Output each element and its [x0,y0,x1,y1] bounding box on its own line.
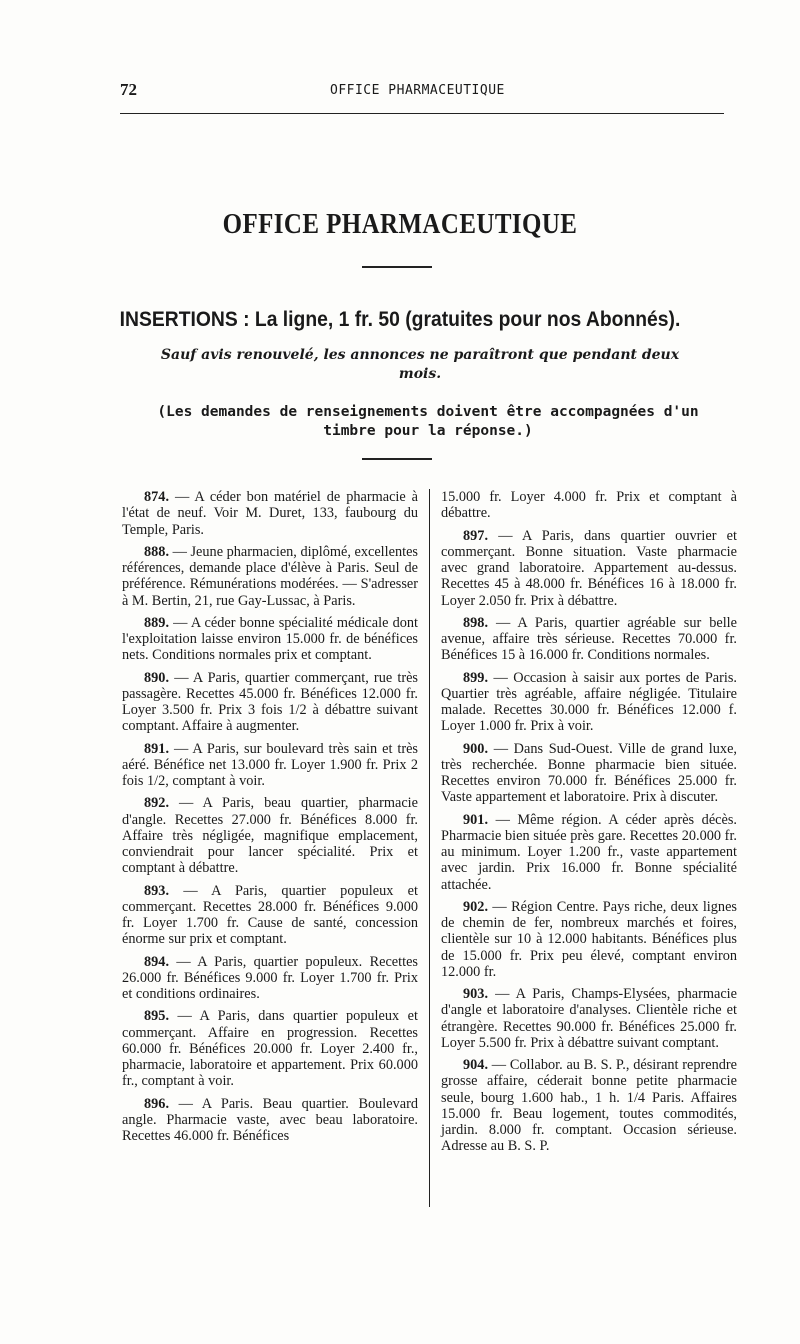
right-column [441,489,737,1161]
ad-text: — A Paris, dans quartier populeux et commerçant. Affaire en progression. Recettes 60.000 fr. Bénéfices 20.000 fr. Loyer 2.400 fr., pharmacie, laboratoire et appartement. Prix 60.000 fr., comptant à voir. [122,1008,418,1090]
ad-text: 15.000 fr. Loyer 4.000 fr. Prix et comptant à débattre. [441,489,737,522]
classified-ad [441,986,737,1051]
running-head [120,80,724,102]
ad-text: — A Paris, quartier populeux. Recettes 26.000 fr. Bénéfices 9.000 fr. Loyer 1.700 fr. Prix et conditions ordinaires. [122,953,418,1002]
classified-ad [122,670,418,735]
title-rule [362,266,432,268]
ad-number: 890. [144,669,170,686]
classified-ad [441,528,737,609]
ad-number: 897. [463,527,489,544]
ad-number: 888. [144,543,170,560]
column-divider [429,489,430,1207]
ad-text: — A Paris, beau quartier, pharmacie d'angle. Recettes 27.000 fr. Bénéfices 8.000 fr. Affaire très négligée, magnifique emplacement, conviendrait pour lancer spécialité. Prix et comptant à débattre. [122,795,418,877]
ad-text: — A Paris, quartier commerçant, rue très passagère. Recettes 45.000 fr. Bénéfices 12.000 fr. Loyer 3.500 fr. Prix 3 fois 1/2 à débattre suivant comptant. Affaire à augmenter. [122,669,418,735]
ad-text: — Collabor. au B. S. P., désirant reprendre grosse affaire, céderait bonne petite pharmacie seule, bourg 1.600 hab., 1 h. 1/4 Paris. Affaires 15.000 fr. Beau logement, toutes commodités, jardin. 8.000 fr. comptant. Occasion sérieuse. Adresse au B. S. P. [441,1057,737,1155]
ad-number: 899. [463,669,489,686]
section-rule [362,458,432,460]
notice-italic: Sauf avis renouvelé, les annonces ne paraîtront que pendant deux mois. [160,347,680,382]
classified-ad [122,795,418,876]
ad-text: — Occasion à saisir aux portes de Paris. Quartier très agréable, affaire négligée. Titulaire malade. Recettes 30.000 fr. Bénéfices 12.000 f. Loyer 1.000 fr. Prix à voir. [441,669,737,735]
classified-ad [441,489,737,522]
classified-ad [441,899,737,980]
classified-ad [122,954,418,1003]
insertions-rate: INSERTIONS : La ligne, 1 fr. 50 (gratuites pour nos Abonnés). [119,308,681,331]
ad-text: — A Paris, Champs-Elysées, pharmacie d'angle et laboratoire d'analyses. Clientèle riche et étrangère. Recettes 90.000 fr. Bénéfices 25.000 fr. Loyer 5.500 fr. Prix à débattre suivant comptant. [441,986,737,1051]
ad-text: — Dans Sud-Ouest. Ville de grand luxe, très recherchée. Bonne pharmacie bien située. Recettes environ 70.000 fr. Bénéfices 25.000 fr. Vaste appartement et laboratoire. Prix à discuter. [441,740,737,806]
classified-ad [122,1096,418,1145]
ad-number: 898. [463,614,489,631]
ad-number: 895. [144,1008,170,1025]
ad-number: 903. [463,986,489,1002]
page-title: OFFICE PHARMACEUTIQUE [222,208,578,240]
ad-text: — A Paris, dans quartier ouvrier et commerçant. Bonne situation. Vaste pharmacie avec grand laboratoire. Appartement au-dessus. Recettes 45 à 48.000 fr. Bénéfices 16 à 18.000 fr. Loyer 2.050 fr. Prix à débattre. [441,527,737,609]
classified-ad [441,1057,737,1155]
ad-number: 896. [144,1095,170,1112]
classified-ad [122,741,418,790]
ad-text: — A céder bonne spécialité médicale dont l'exploitation laisse environ 15.000 fr. de bénéfices nets. Conditions normales prix et comptant. [122,614,418,664]
page-number: 72 [120,80,137,99]
ad-number: 892. [144,795,170,812]
ad-text: — A Paris. Beau quartier. Boulevard angle. Pharmacie vaste, avec beau laboratoire. Recettes 46.000 fr. Bénéfices [122,1095,418,1144]
classified-ad [441,615,737,664]
left-column [122,489,418,1150]
classified-ad [122,489,418,538]
notice-bold: (Les demandes de renseignements doivent être accompagnées d'un timbre pour la réponse.) [157,404,699,439]
header-rule [120,113,724,114]
ad-number: 904. [463,1057,489,1073]
ad-number: 891. [144,740,170,757]
classified-ad [122,615,418,664]
ad-text: — A céder bon matériel de pharmacie à l'état de neuf. Voir M. Duret, 133, faubourg du Temple, Paris. [122,489,418,538]
ad-number: 900. [463,740,489,757]
classified-ad [122,544,418,609]
classified-ad [441,670,737,735]
classified-ad [441,741,737,806]
ad-number: 902. [463,898,489,915]
running-title: OFFICE PHARMACEUTIQUE [330,83,505,98]
ad-text: — Région Centre. Pays riche, deux lignes de chemin de fer, nombreux marchés et foires, clientèle sur 10 à 12.000 habitants. Bénéfices plus de 15.000 fr. Prix peu élevé, comptant environ 12.000 fr. [441,898,737,980]
ad-text: — A Paris, sur boulevard très sain et très aéré. Bénéfice net 13.000 fr. Loyer 1.900 fr. Prix 2 fois 1/2, comptant à voir. [122,740,418,789]
ad-text: — Même région. A céder après décès. Pharmacie bien située près gare. Recettes 20.000 fr. au minimum. Loyer 1.200 fr., vaste appartement avec jardin. Prix 16.000 fr. Bonne spécialité attachée. [441,811,737,893]
classified-ad [122,1008,418,1089]
ad-number: 874. [144,489,170,505]
ad-number: 889. [144,614,170,631]
ad-number: 894. [144,953,170,970]
classified-ad [122,883,418,948]
ad-number: 901. [463,811,489,828]
classified-ad [441,812,737,893]
ad-number: 893. [144,882,170,899]
ad-text: — A Paris, quartier agréable sur belle avenue, affaire très sérieuse. Recettes 70.000 fr. Bénéfices 15 à 16.000 fr. Conditions normales. [441,614,737,664]
ad-text: — A Paris, quartier populeux et commerçant. Recettes 28.000 fr. Bénéfices 9.000 fr. Loyer 1.700 fr. Cause de santé, concession énorme sur prix et comptant. [122,882,418,948]
ad-text: — Jeune pharmacien, diplômé, excellentes références, demande place d'élève à Paris. Seul de préférence. Rémunérations modérées. — S'adresser à M. Bertin, 21, rue Gay-Lussac, à Paris. [122,543,418,609]
